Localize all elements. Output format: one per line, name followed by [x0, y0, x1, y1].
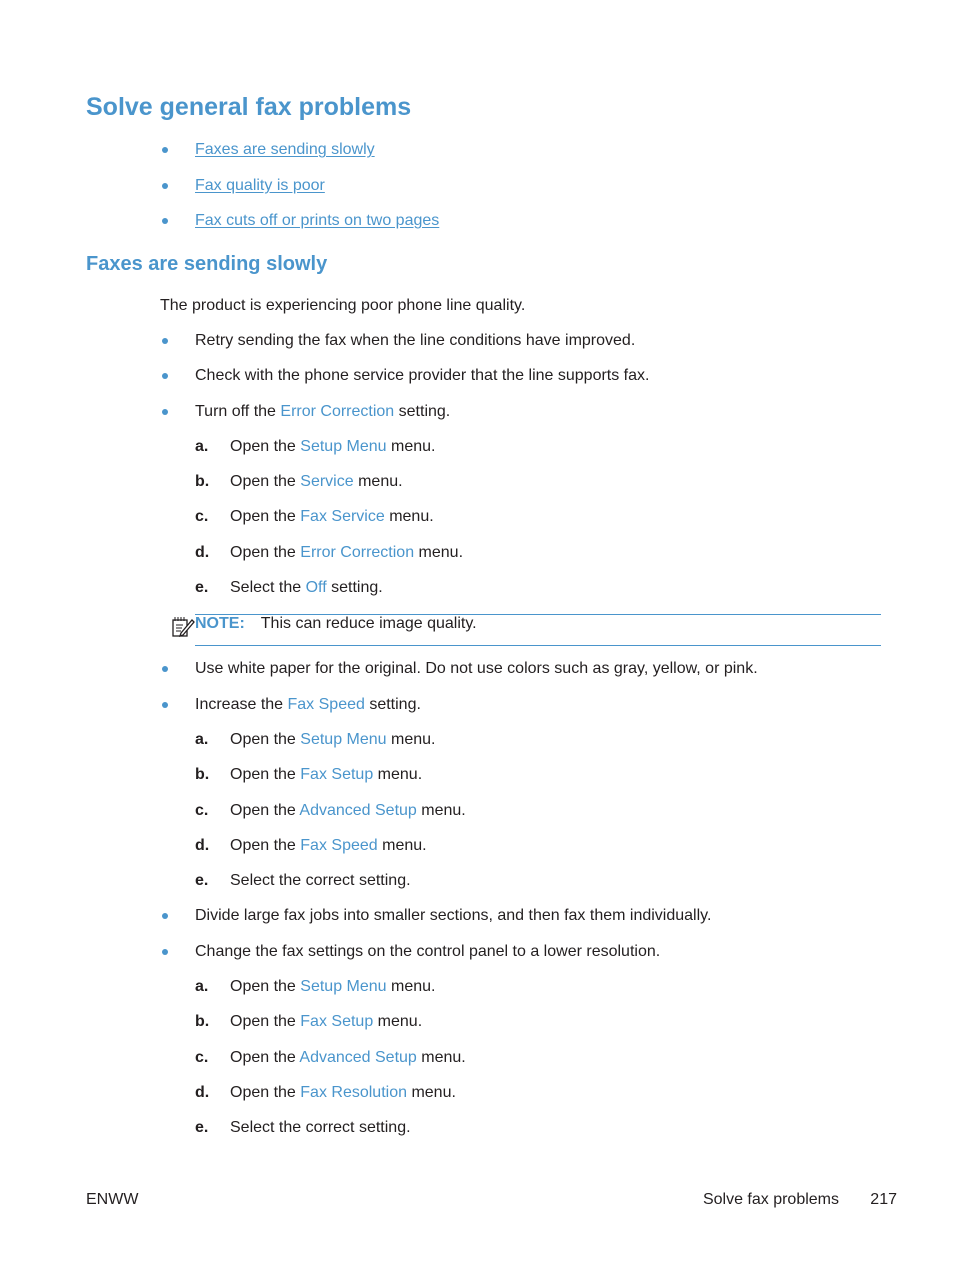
ui-term: Off — [305, 579, 327, 596]
section-title: Faxes are sending slowly — [86, 253, 328, 275]
note-pencil-icon — [171, 615, 195, 639]
ui-term: Advanced Setup — [299, 802, 417, 819]
ui-term: Fax Resolution — [300, 1084, 407, 1101]
bullet-error-correction: Turn off the Error Correction setting. — [195, 403, 451, 420]
bullet-icon — [162, 338, 168, 344]
step-text: Open the Setup Menu menu. — [230, 978, 436, 995]
bullet-icon — [162, 373, 168, 379]
ui-term: Fax Speed — [287, 696, 365, 713]
note-text: NOTE: This can reduce image quality. — [195, 615, 477, 632]
ui-term: Service — [300, 473, 354, 490]
ui-term: Setup Menu — [300, 731, 387, 748]
step-text: Open the Error Correction menu. — [230, 544, 464, 561]
toc-link-sending-slowly[interactable]: Faxes are sending slowly — [195, 141, 375, 158]
step-text: Select the correct setting. — [230, 1119, 411, 1136]
step-text: Open the Setup Menu menu. — [230, 731, 436, 748]
ui-term: Error Correction — [280, 403, 395, 420]
toc-link-fax-quality[interactable]: Fax quality is poor — [195, 177, 325, 194]
bullet-icon — [162, 702, 168, 708]
step-text: Open the Fax Setup menu. — [230, 766, 423, 783]
ui-term: Fax Setup — [300, 1013, 374, 1030]
bullet-icon — [162, 409, 168, 415]
step-letter: b. — [195, 1013, 210, 1030]
bullet-icon — [162, 147, 168, 153]
step-letter: a. — [195, 978, 209, 995]
step-letter: a. — [195, 731, 209, 748]
ui-term: Error Correction — [300, 544, 415, 561]
ui-term: Fax Service — [300, 508, 385, 525]
step-letter: d. — [195, 837, 210, 854]
ui-term: Setup Menu — [300, 978, 387, 995]
toc-link-fax-cuts-off[interactable]: Fax cuts off or prints on two pages — [195, 212, 440, 229]
step-letter: e. — [195, 579, 209, 596]
step-letter: d. — [195, 544, 210, 561]
step-text: Select the Off setting. — [230, 579, 383, 596]
footer-section: Solve fax problems — [702, 1191, 839, 1208]
step-text: Open the Service menu. — [230, 473, 403, 490]
step-letter: b. — [195, 766, 210, 783]
intro-text: The product is experiencing poor phone line quality. — [160, 297, 526, 314]
bullet-icon — [162, 913, 168, 919]
step-letter: b. — [195, 473, 210, 490]
step-text: Open the Advanced Setup menu. — [230, 802, 466, 819]
note-label: NOTE: — [195, 615, 245, 632]
ui-term: Fax Setup — [300, 766, 374, 783]
step-text: Open the Fax Speed menu. — [230, 837, 427, 854]
bullet-icon — [162, 949, 168, 955]
bullet-icon — [162, 183, 168, 189]
bullet-retry: Retry sending the fax when the line conditions have improved. — [195, 332, 636, 349]
step-letter: c. — [195, 1049, 209, 1066]
step-text: Open the Advanced Setup menu. — [230, 1049, 466, 1066]
step-letter: e. — [195, 872, 209, 889]
ui-term: Setup Menu — [300, 438, 387, 455]
bullet-icon — [162, 218, 168, 224]
step-letter: e. — [195, 1119, 209, 1136]
page-title: Solve general fax problems — [86, 93, 412, 121]
bullet-fax-speed: Increase the Fax Speed setting. — [195, 696, 421, 713]
step-letter: c. — [195, 802, 209, 819]
bullet-check-provider: Check with the phone service provider that the line supports fax. — [195, 367, 650, 384]
step-text: Open the Fax Setup menu. — [230, 1013, 423, 1030]
note-rule-bottom — [195, 645, 881, 646]
ui-term: Fax Speed — [300, 837, 378, 854]
bullet-white-paper: Use white paper for the original. Do not use colors such as gray, yellow, or pink. — [195, 660, 758, 677]
step-letter: a. — [195, 438, 209, 455]
bullet-icon — [162, 666, 168, 672]
bullet-lower-resolution: Change the fax settings on the control panel to a lower resolution. — [195, 943, 661, 960]
step-text: Select the correct setting. — [230, 872, 411, 889]
step-text: Open the Fax Service menu. — [230, 508, 434, 525]
step-letter: d. — [195, 1084, 210, 1101]
bullet-divide-jobs: Divide large fax jobs into smaller sections, and then fax them individually. — [195, 907, 712, 924]
step-letter: c. — [195, 508, 209, 525]
footer-left: ENWW — [86, 1191, 139, 1208]
ui-term: Advanced Setup — [299, 1049, 417, 1066]
step-text: Open the Setup Menu menu. — [230, 438, 436, 455]
page-number: 217 — [870, 1191, 897, 1208]
step-text: Open the Fax Resolution menu. — [230, 1084, 456, 1101]
